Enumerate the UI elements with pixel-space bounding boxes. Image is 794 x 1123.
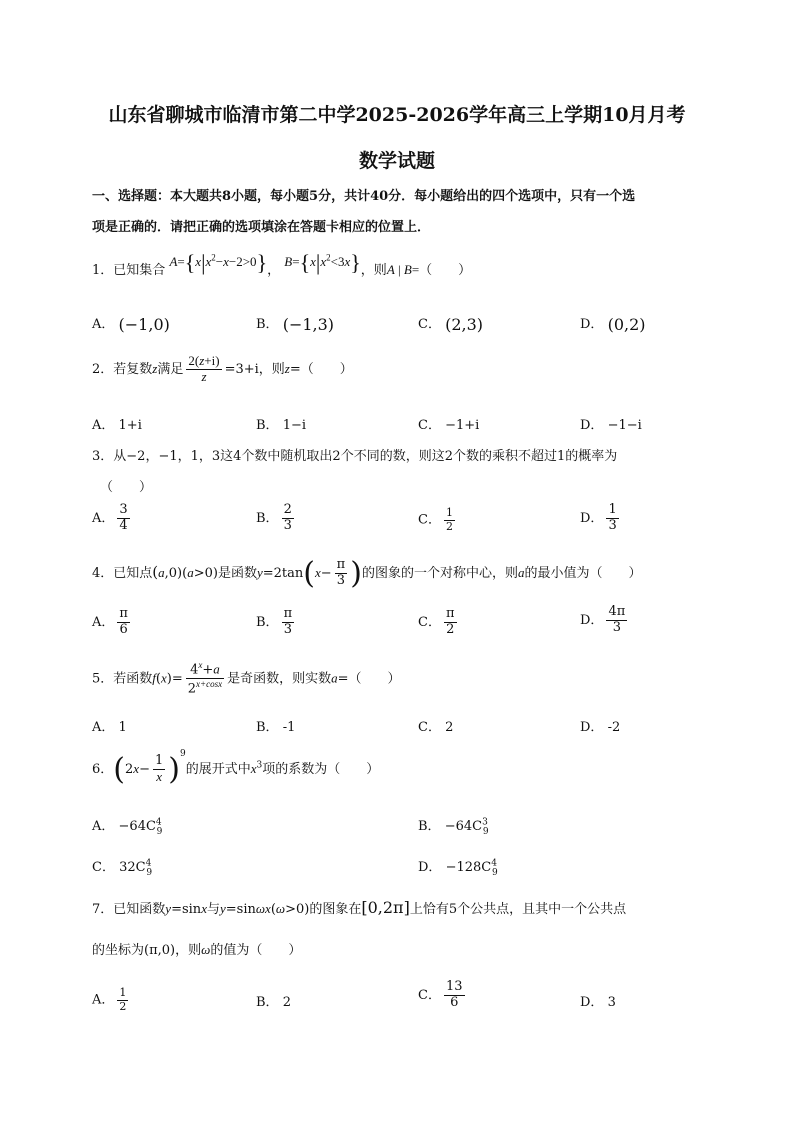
q1-option-c[interactable]: C． (2,3) (418, 315, 484, 334)
question-7-cont: 的坐标为(π,0)，则ω的值为（ ） (92, 942, 302, 958)
page-title: 山东省聊城市临清市第二中学2025-2026学年高三上学期10月月考 (108, 104, 686, 126)
q7-option-d[interactable]: D． 3 (580, 995, 616, 1010)
question-number: 5． (92, 671, 114, 687)
function-fraction: $\frac{4^x+a}{2^{x+cosx}}$ (187, 660, 223, 697)
question-text: ， (267, 262, 281, 278)
question-blank: （ ） (300, 361, 353, 377)
q6-option-b[interactable]: B． $-64C^3_9$ (418, 817, 489, 837)
question-text: ，则 (360, 262, 387, 278)
question-number: 6． (92, 762, 114, 777)
intersection-formula: A | B= (386, 261, 420, 277)
question-text: ，则 (258, 361, 285, 377)
question-5: 5．若函数f(x)= $\frac{4^x+a}{2^{x+cosx}}$ 是奇函数，则实数a=（ ） (92, 660, 401, 697)
q2-option-d[interactable]: D． −1−i (580, 418, 642, 433)
question-text: 的值为（ ） (210, 943, 302, 958)
question-text: 项的系数为（ ） (262, 762, 380, 777)
question-blank: （ ） (348, 671, 401, 687)
q1-option-d[interactable]: D． (0,2) (580, 315, 646, 334)
q5-option-c[interactable]: C． 2 (418, 720, 454, 735)
q4-option-a[interactable]: A． $\frac{\pi}{6}$ (92, 606, 128, 637)
q5-option-a[interactable]: A． 1 (92, 720, 127, 735)
q5-option-d[interactable]: D． -2 (580, 720, 621, 735)
question-text: 已知点 (113, 566, 153, 581)
question-number: 7． (92, 902, 114, 917)
q6-option-d[interactable]: D． $-128C^4_9$ (418, 858, 498, 878)
question-text: ，则 (175, 943, 202, 958)
q3-option-c[interactable]: C． $\frac{1}{2}$ (418, 506, 453, 533)
question-text: 已知函数 (113, 902, 166, 917)
q4-option-c[interactable]: C． $\frac{\pi}{2}$ (418, 606, 455, 637)
q1-option-a[interactable]: A． (−1,0) (92, 315, 170, 334)
question-text: 从−2，−1，1，3这4个数中随机取出2个不同的数，则这2个数的乘积不超过1的概率为 (113, 449, 618, 464)
question-number: 3． (92, 449, 114, 464)
question-text: 满足 (157, 361, 184, 377)
question-3 (92, 445, 617, 464)
question-6: 6．(2x− $\frac{1}{x}$ )$^9$的展开式中$x^3$项的系数为（ ） (92, 748, 380, 787)
page-subtitle: 数学试题 (358, 150, 435, 172)
q3-option-b[interactable]: B． $\frac{2}{3}$ (256, 502, 292, 533)
q6-option-a[interactable]: A． $-64C^4_9$ (92, 817, 163, 837)
q4-option-b[interactable]: B． $\frac{\pi}{3}$ (256, 606, 293, 637)
question-text: 的最小值为（ ） (524, 566, 642, 581)
question-text: 若复数 (113, 361, 153, 377)
q7-option-c[interactable]: C． $\frac{13}{6}$ (418, 979, 463, 1010)
question-7: 7．已知函数y=sinx与y=sinωx(ω>0)的图象在[0,2π]上恰有5个公共点，且其中一个公共点 (92, 898, 627, 917)
q7-option-a[interactable]: A． $\frac{1}{2}$ (92, 986, 127, 1013)
question-text: 的图象的一个对称中心，则 (361, 566, 518, 581)
q4-option-d[interactable]: D． $\frac{4\pi}{3}$ (580, 604, 626, 635)
question-text: 的坐标为 (92, 943, 145, 958)
complex-fraction: $\frac{2(z+i)}{z}$ (188, 353, 220, 384)
question-number: 1． (92, 262, 114, 278)
q2-option-a[interactable]: A． 1+i (92, 418, 142, 433)
question-text: 是函数 (217, 566, 257, 581)
q5-option-b[interactable]: B． -1 (256, 720, 296, 735)
question-1 (92, 250, 472, 284)
question-text: 与 (206, 902, 220, 917)
question-number: 4． (92, 566, 114, 581)
set-a-formula: $A=\{x|x^2-x-2>0\}$ (169, 250, 268, 275)
question-text: 的图象在 (309, 902, 362, 917)
question-text: 已知集合 (113, 262, 166, 278)
question-4: 4．已知点(a,0)(a>0)是函数y=2tan(x− $\frac{\pi}{3}$ )的图象的一个对称中心，则a的最小值为（ ） (92, 556, 642, 591)
question-number: 2． (92, 361, 114, 377)
q7-option-b[interactable]: B． 2 (256, 995, 291, 1010)
question-text: 上恰有5个公共点，且其中一个公共点 (409, 902, 627, 917)
q6-option-c[interactable]: C． $32C^4_9$ (92, 858, 153, 878)
question-blank: （ ） (419, 262, 472, 278)
question-blank: （ ） (100, 480, 153, 495)
q2-option-b[interactable]: B． 1−i (256, 418, 307, 433)
set-b-formula: $B=\{x|x^2<3x\}$ (284, 250, 361, 275)
q3-option-d[interactable]: D． $\frac{1}{3}$ (580, 502, 617, 533)
section-instructions-line1: 一、选择题：本大题共8小题，每小题5分，共计40分．每小题给出的四个选项中，只有一个选 (92, 189, 636, 204)
q3-option-a[interactable]: A． $\frac{3}{4}$ (92, 502, 128, 533)
q1-option-b[interactable]: B． (−1,3) (256, 315, 335, 334)
question-text: 的展开式中 (185, 762, 251, 777)
question-2: 2．若复数z满足 $\frac{2(z+i)}{z}$ =3+i，则z=（ ） (92, 353, 353, 384)
question-text: 是奇函数，则实数 (227, 671, 332, 687)
section-instructions-line2: 项是正确的．请把正确的选项填涂在答题卡相应的位置上． (92, 220, 431, 235)
q2-option-c[interactable]: C． −1+i (418, 418, 480, 433)
question-text: 若函数 (113, 671, 153, 687)
